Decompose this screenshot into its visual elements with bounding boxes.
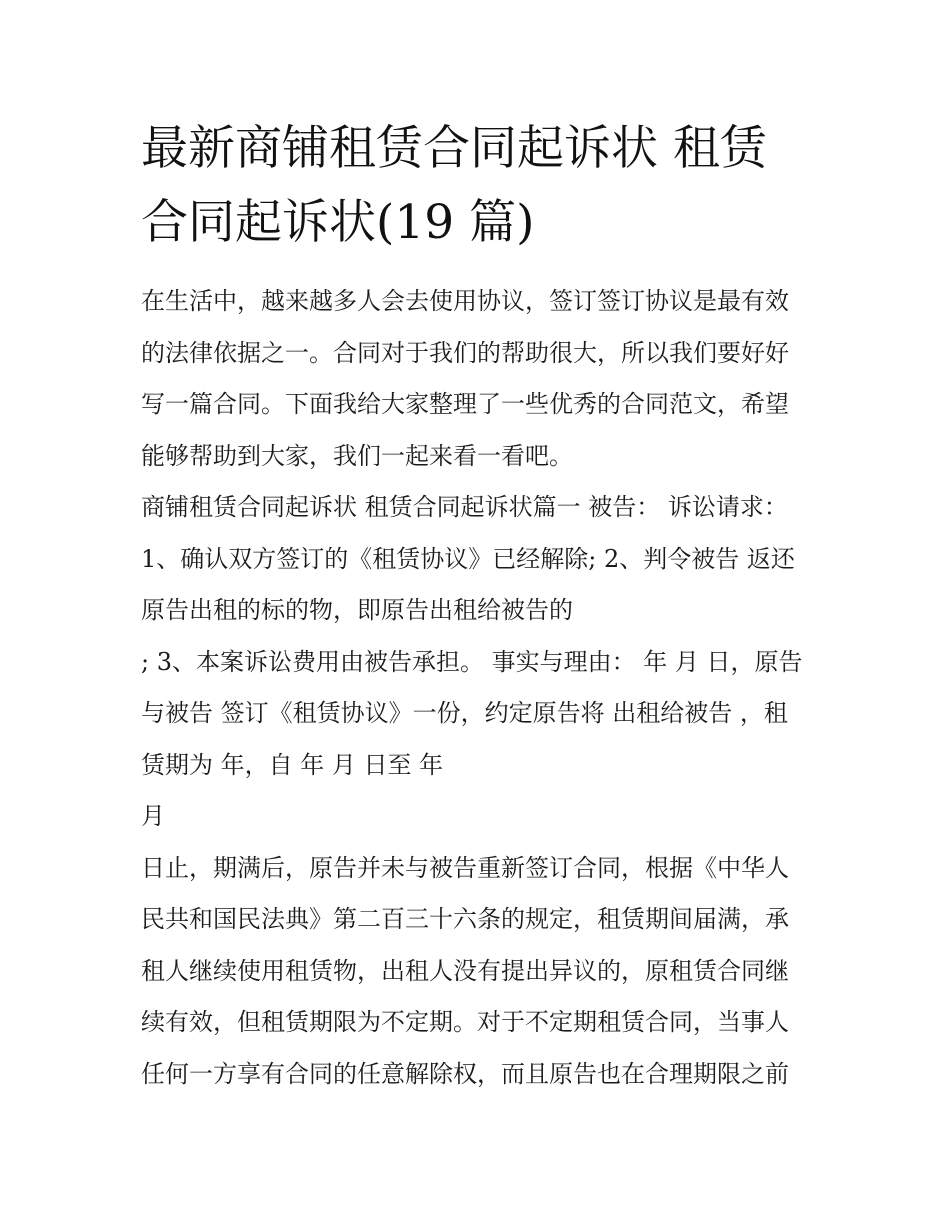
body-line: 的法律依据之一。合同对于我们的帮助很大，所以我们要好好 xyxy=(141,338,789,367)
title-line-1: 最新商铺租赁合同起诉状 租赁 xyxy=(141,121,767,176)
body-line: 原告出租的标的物，即原告出租给被告的 xyxy=(141,596,573,624)
body-line: 民共和国民法典》第二百三十六条的规定，租赁期间届满，承 xyxy=(141,905,789,933)
document-title xyxy=(141,112,821,260)
body-line: 赁期为 年，自 年 月 日至 年 xyxy=(141,750,444,779)
body-line: 1、确认双方签订的《租赁协议》已经解除; 2、判令被告 返还 xyxy=(141,544,795,573)
body-line: 商铺租赁合同起诉状 租赁合同起诉状篇一 被告： 诉讼请求： xyxy=(141,493,788,521)
body-line: 写一篇合同。下面我给大家整理了一些优秀的合同范文，希望 xyxy=(141,390,789,418)
body-line: 续有效，但租赁期限为不定期。对于不定期租赁合同，当事人 xyxy=(141,1008,789,1036)
body-line: 能够帮助到大家，我们一起来看一看吧。 xyxy=(141,441,573,470)
body-line: 在生活中，越来越多人会去使用协议，签订签订协议是最有效 xyxy=(141,287,789,315)
body-line: 租人继续使用租赁物，出租人没有提出异议的，原租赁合同继 xyxy=(141,956,789,985)
body-line: 月 xyxy=(141,802,165,830)
title-line-2: 合同起诉状(19 篇) xyxy=(141,195,535,250)
body-line: ; 3、本案诉讼费用由被告承担。 事实与理由： 年 月 日，原告 xyxy=(141,647,803,676)
document-body xyxy=(141,279,821,1103)
body-line: 日止，期满后，原告并未与被告重新签订合同，根据《中华人 xyxy=(141,853,789,882)
body-line: 与被告 签订《租赁协议》一份，约定原告将 出租给被告 ，租 xyxy=(141,699,788,727)
body-line: 任何一方享有合同的任意解除权，而且原告也在合理期限之前 xyxy=(141,1059,789,1088)
